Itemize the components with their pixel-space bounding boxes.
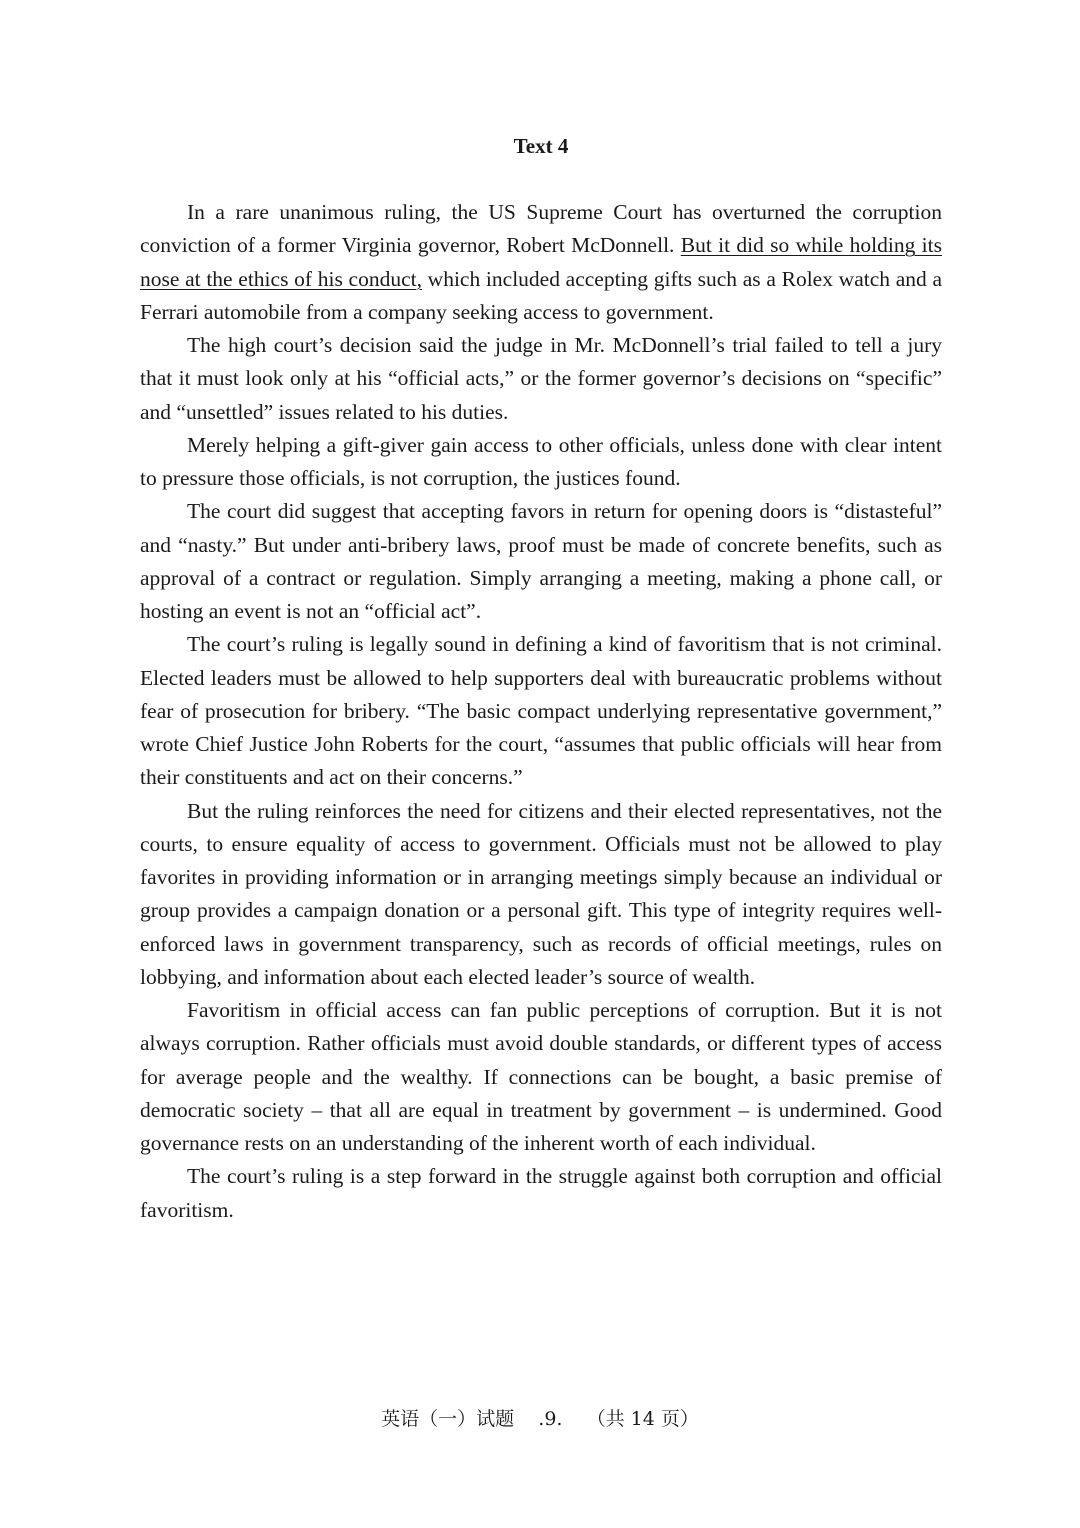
page-footer: 英语（一）试题 .9. （共 14 页） bbox=[381, 1408, 699, 1430]
paragraph-3: Merely helping a gift-giver gain access to other officials, unless done with clear intent to pressure those officials, is not corruption, the justices found. bbox=[140, 432, 942, 490]
paragraph-1 bbox=[140, 196, 942, 329]
paragraph-5: The court’s ruling is legally sound in defining a kind of favoritism that is not criminal. Elected leaders must be allowed to help supporters deal with bureaucratic problems without fear of prosecution for bribery. “The basic compact underlying representative government,” wrote Chief Justice John Roberts for the court, “assumes that public officials will hear from their constituents and act on their concerns.” bbox=[140, 632, 942, 790]
paragraph-4: The court did suggest that accepting favors in return for opening doors is “distasteful” and “nasty.” But under anti-bribery laws, proof must be made of concrete benefits, such as approval of a contract or regulation. Simply arranging a meeting, making a phone call, or hosting an event is not an “official act”. bbox=[140, 499, 942, 623]
paragraph-2: The high court’s decision said the judge in Mr. McDonnell’s trial failed to tell a jury that it must look only at his “official acts,” or the former governor’s decisions on “specific” and “unsettled” issues related to his duties. bbox=[140, 333, 942, 424]
passage-body bbox=[140, 196, 942, 1227]
passage-title: Text 4 bbox=[513, 134, 569, 158]
paragraph-8: The court’s ruling is a step forward in the struggle against both corruption and official favoritism. bbox=[140, 1164, 942, 1222]
paragraph-1-rest: which included accepting gifts such as a Rolex watch and a Ferrari automobile from a company seeking access to government. bbox=[140, 266, 942, 324]
underlined-sentence: But it did so while holding its nose at the ethics of his conduct, bbox=[140, 233, 942, 291]
paragraph-6: But the ruling reinforces the need for citizens and their elected representatives, not the courts, to ensure equality of access to government. Officials must not be allowed to play favorites in providing information or in arranging meetings simply because an individual or group provides a campaign donation or a personal gift. This type of integrity requires well-enforced laws in government transparency, such as records of official meetings, rules on lobbying, and information about each elected leader’s source of wealth. bbox=[140, 798, 942, 989]
paragraph-1-lead: In a rare unanimous ruling, the US Supreme Court has overturned the corruption conviction of a former Virginia governor, Robert McDonnell. bbox=[140, 200, 942, 258]
paragraph-7: Favoritism in official access can fan public perceptions of corruption. But it is not always corruption. Rather officials must avoid double standards, or different types of access for average people and the wealthy. If connections can be bought, a basic premise of democratic society – that all are equal in treatment by government – is undermined. Good governance rests on an understanding of the inherent worth of each individual. bbox=[140, 998, 942, 1155]
